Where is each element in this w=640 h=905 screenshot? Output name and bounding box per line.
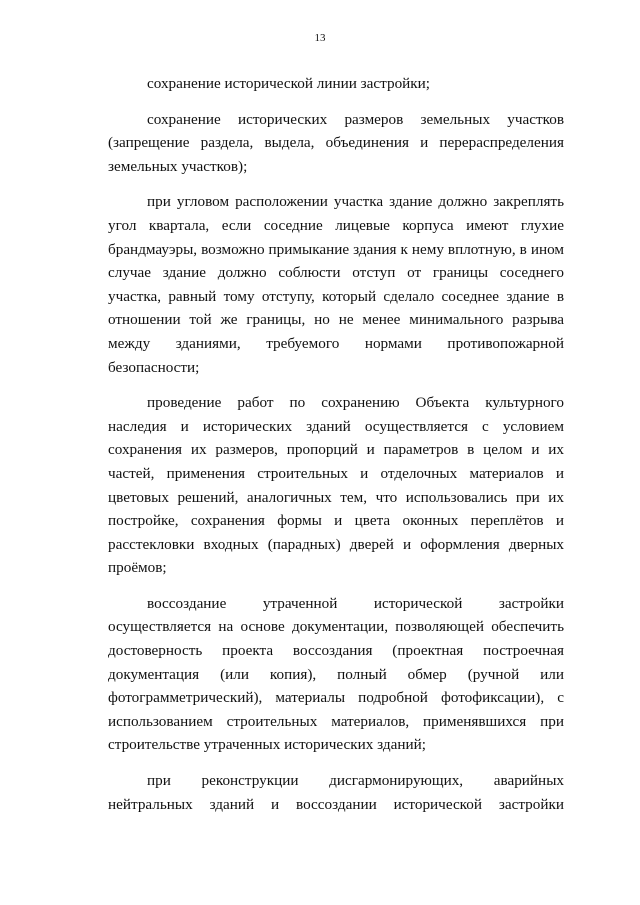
paragraph-historic-building-line: сохранение исторической линии застройки;	[147, 75, 431, 92]
paragraph-land-plot-sizes: сохранение исторических размеров земельных участков (запрещение раздела, выдела, объединения и перераспределения земельных участков);	[108, 110, 564, 175]
paragraph-corner-plot-placement: при угловом расположении участка здание должно закреплять угол квартала, если соседние лицевые корпуса имеют глухие брандмауэры, возможно примыкание здания к нему вплотную, в ином случае здание должно соблюсти отступ от границы соседнего участка, равный тому отступу, который сделало соседнее здание в отношении той же границы, но не менее минимального разрыва между зданиями, требуемого нормами противопожарной безопасности;	[108, 193, 564, 376]
paragraph-lost-buildings-recreation: воссоздание утраченной исторической застройки осуществляется на основе документации, позволяющей обеспечить достоверность проекта воссоздания (проектная построечная документация (или копия), полный обмер (ручной или фотограмметрический), материалы подробной фотофиксации), с использованием строительных материалов, применявшихся при строительстве утраченных исторических зданий;	[108, 594, 564, 754]
paragraph-reconstruction-continued: при реконструкции дисгармонирующих, аварийных нейтральных зданий и воссоздании исторической застройки	[108, 772, 564, 813]
page-number: 13	[314, 32, 326, 44]
document-body	[108, 72, 564, 828]
paragraph-heritage-preservation-works: проведение работ по сохранению Объекта культурного наследия и исторических зданий осуществляется с условием сохранения их размеров, пропорций и параметров в целом и их частей, применения строительных и отделочных материалов и цветовых решений, аналогичных тем, что использовались при их постройке, сохранения формы и цвета оконных переплётов и расстекловки входных (парадных) дверей и оформления дверных проёмов;	[108, 394, 564, 577]
